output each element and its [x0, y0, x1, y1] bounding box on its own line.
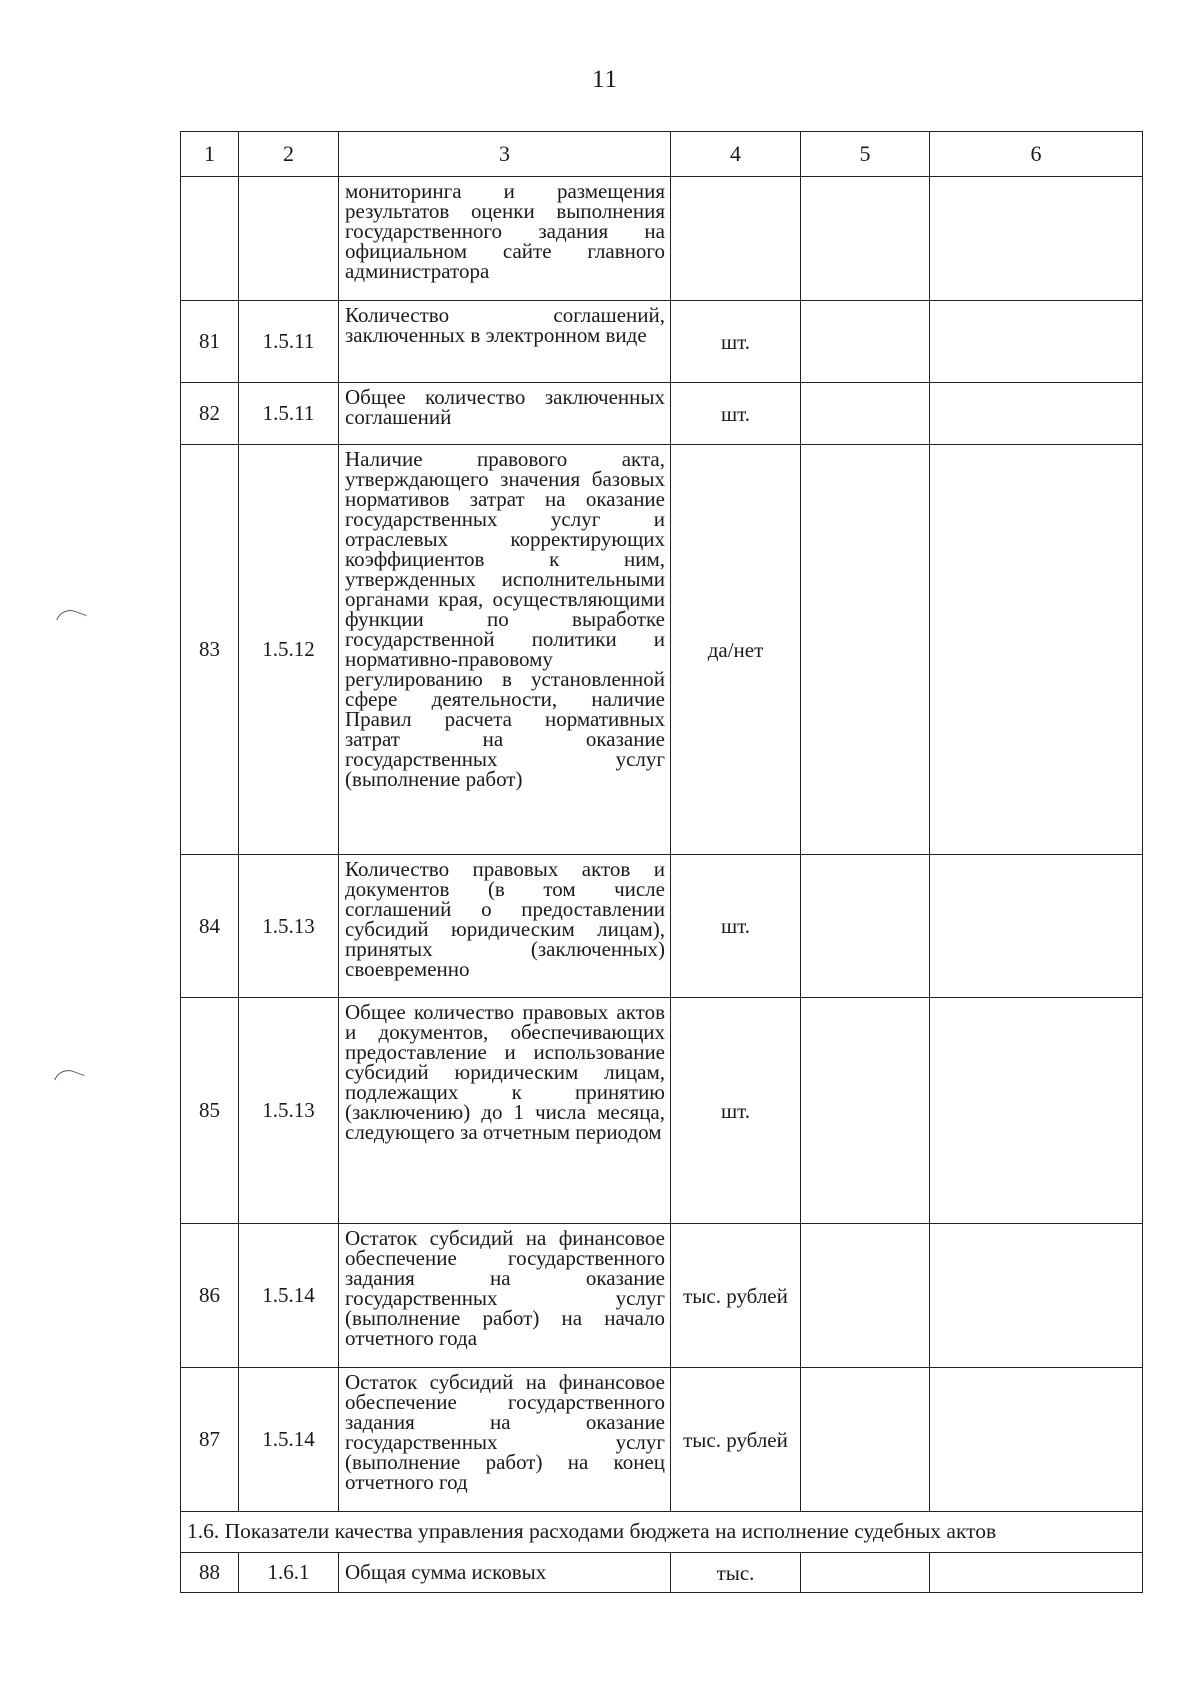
- page-number: 11: [591, 66, 619, 93]
- row-code: 1.5.14: [239, 1368, 339, 1512]
- table-row: [181, 177, 1143, 301]
- row-code: [239, 177, 339, 301]
- row-col5: [801, 1224, 930, 1368]
- column-header: 4: [671, 132, 801, 177]
- row-indicator-text: Количество правовых актов и документов (в том числе соглашений о предоставлении субсидий юридическим лицам), принятых (заключенных) своевременно: [339, 855, 671, 998]
- row-col6: [930, 1553, 1143, 1593]
- row-col5: [801, 177, 930, 301]
- indicators-table: [180, 131, 1143, 1593]
- row-code: 1.5.14: [239, 1224, 339, 1368]
- column-header: 2: [239, 132, 339, 177]
- row-col5: [801, 998, 930, 1224]
- row-unit: да/нет: [671, 445, 801, 855]
- row-col5: [801, 445, 930, 855]
- row-col6: [930, 1368, 1143, 1512]
- row-number: 84: [181, 855, 239, 998]
- row-number: 82: [181, 383, 239, 445]
- row-indicator-text: Остаток субсидий на финансовое обеспечение государственного задания на оказание государственных услуг (выполнение работ) на начало отчетного года: [339, 1224, 671, 1368]
- row-number: 86: [181, 1224, 239, 1368]
- section-header-row: [181, 1512, 1143, 1553]
- row-number: 85: [181, 998, 239, 1224]
- table-row: [181, 383, 1143, 445]
- row-indicator-text: Остаток субсидий на финансовое обеспечение государственного задания на оказание государственных услуг (выполнение работ) на конец отчетного год: [339, 1368, 671, 1512]
- row-unit: шт.: [671, 998, 801, 1224]
- table-row: [181, 1368, 1143, 1512]
- row-indicator-text: Общая сумма исковых: [339, 1553, 671, 1593]
- row-unit: тыс. рублей: [671, 1368, 801, 1512]
- row-code: 1.5.11: [239, 383, 339, 445]
- row-number: 83: [181, 445, 239, 855]
- row-col6: [930, 445, 1143, 855]
- row-code: 1.5.11: [239, 301, 339, 383]
- row-unit: шт.: [671, 301, 801, 383]
- row-col6: [930, 1224, 1143, 1368]
- column-header: 5: [801, 132, 930, 177]
- row-unit: шт.: [671, 855, 801, 998]
- row-col5: [801, 301, 930, 383]
- row-indicator-text: Количество соглашений, заключенных в электронном виде: [339, 301, 671, 383]
- row-indicator-text: мониторинга и размещения результатов оценки выполнения государственного задания на официальном сайте главного администратора: [339, 177, 671, 301]
- row-col6: [930, 301, 1143, 383]
- row-col6: [930, 177, 1143, 301]
- row-code: 1.5.12: [239, 445, 339, 855]
- column-header: 1: [181, 132, 239, 177]
- table-row: [181, 1224, 1143, 1368]
- column-header: 6: [930, 132, 1143, 177]
- row-col6: [930, 998, 1143, 1224]
- table-row: [181, 1553, 1143, 1593]
- table-row: [181, 998, 1143, 1224]
- row-indicator-text: Общее количество заключенных соглашений: [339, 383, 671, 445]
- row-col5: [801, 1553, 930, 1593]
- table-row: [181, 301, 1143, 383]
- table-row: [181, 445, 1143, 855]
- row-unit: шт.: [671, 383, 801, 445]
- row-unit: тыс.: [671, 1553, 801, 1593]
- row-col5: [801, 1368, 930, 1512]
- row-number: 87: [181, 1368, 239, 1512]
- row-col5: [801, 855, 930, 998]
- row-unit: [671, 177, 801, 301]
- row-indicator-text: Наличие правового акта, утверждающего значения базовых нормативов затрат на оказание государственных услуг и отраслевых корректирующих коэффициентов к ним, утвержденных исполнительными органами края, осуществляющими функции по выработке государственной политики и нормативно-правовому регулированию в установленной сфере деятельности, наличие Правил расчета нормативных затрат на оказание государственных услуг (выполнение работ): [339, 445, 671, 855]
- row-code: 1.5.13: [239, 998, 339, 1224]
- row-unit: тыс. рублей: [671, 1224, 801, 1368]
- row-indicator-text: Общее количество правовых актов и документов, обеспечивающих предоставление и использование субсидий юридическим лицам, подлежащих к принятию (заключению) до 1 числа месяца, следующего за отчетным периодом: [339, 998, 671, 1224]
- table-header-row: [181, 132, 1143, 177]
- section-title: 1.6. Показатели качества управления расходами бюджета на исполнение судебных актов: [181, 1512, 1143, 1553]
- table-row: [181, 855, 1143, 998]
- row-number: 81: [181, 301, 239, 383]
- row-col5: [801, 383, 930, 445]
- row-code: 1.5.13: [239, 855, 339, 998]
- hole-punch-mark: [56, 606, 87, 629]
- row-code: 1.6.1: [239, 1553, 339, 1593]
- hole-punch-mark: [54, 1066, 85, 1089]
- row-col6: [930, 855, 1143, 998]
- row-number: [181, 177, 239, 301]
- row-number: 88: [181, 1553, 239, 1593]
- row-col6: [930, 383, 1143, 445]
- column-header: 3: [339, 132, 671, 177]
